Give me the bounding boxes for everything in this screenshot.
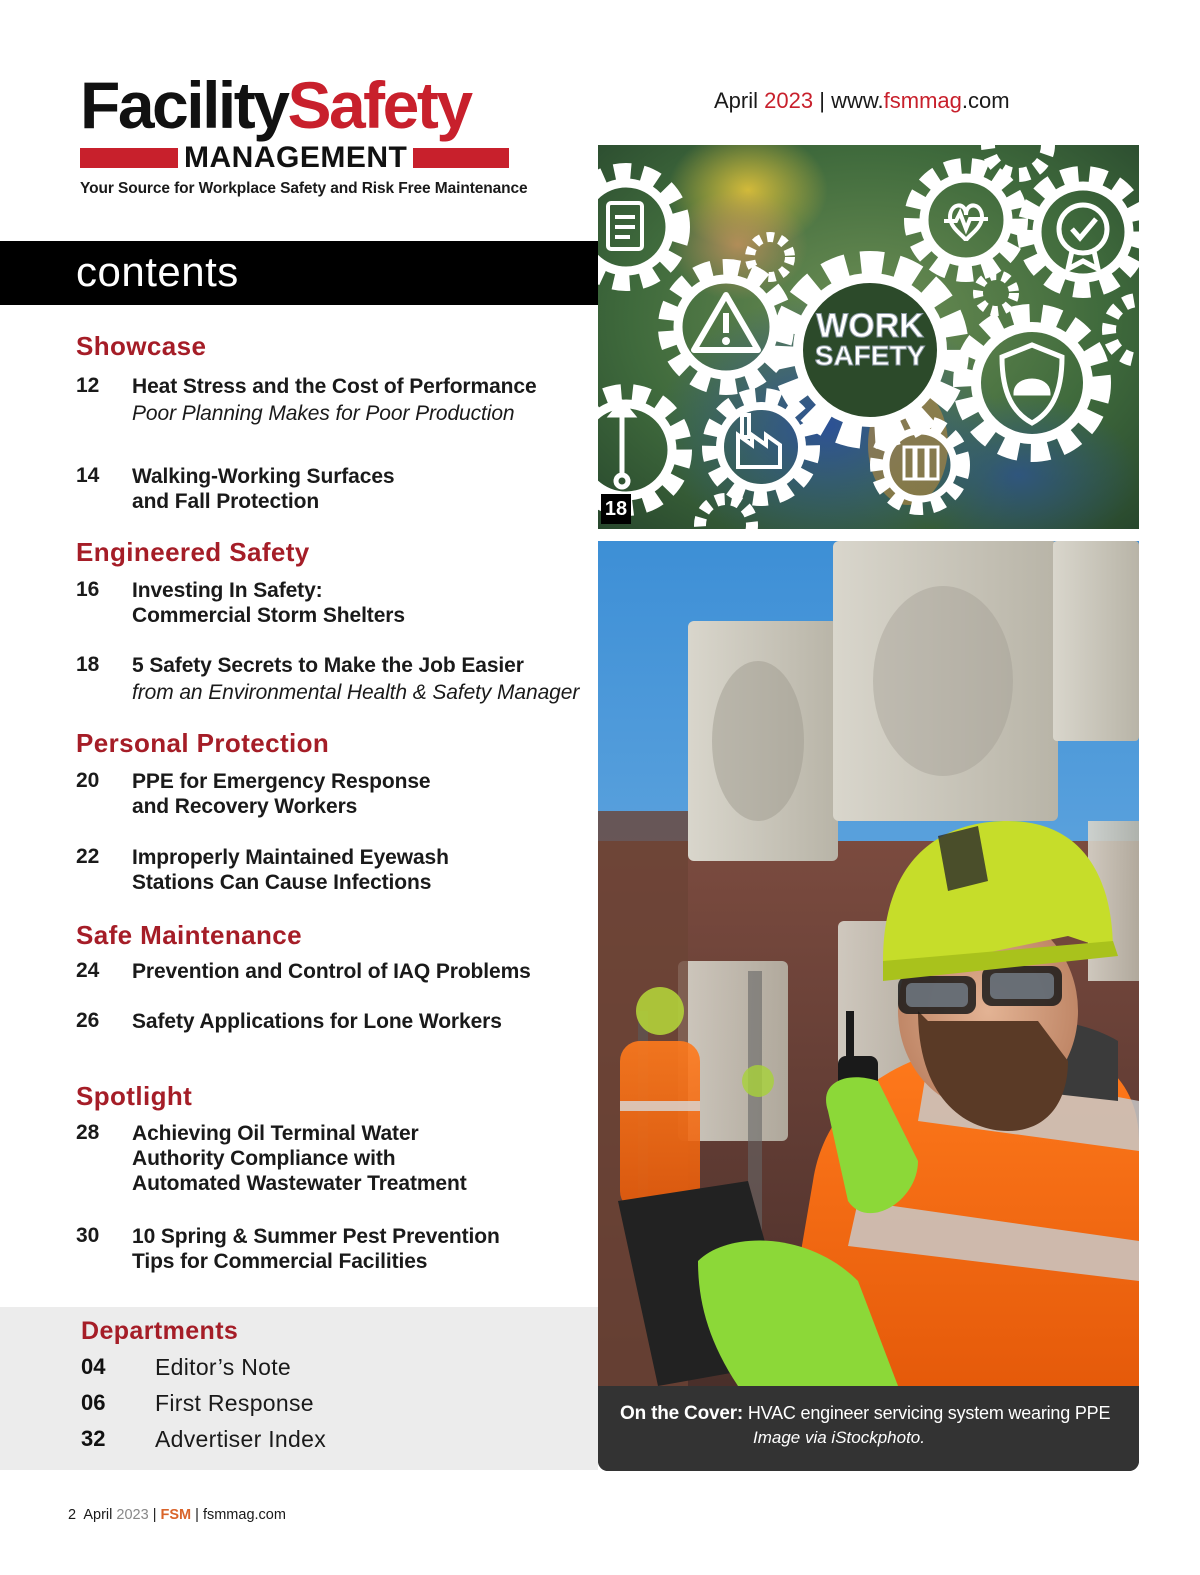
logo-management-row — [80, 141, 580, 174]
toc-entry-26[interactable] — [76, 1009, 596, 1037]
contents-banner — [0, 241, 598, 305]
department-label: Advertiser Index — [155, 1426, 326, 1452]
issue-date-line — [714, 88, 1010, 114]
toc-title: Safety Applications for Lone Workers — [132, 1010, 502, 1033]
cover-caption — [598, 1386, 1139, 1471]
toc-page-number: 16 — [76, 578, 100, 601]
section-heading-engineered-safety: Engineered Safety — [76, 537, 310, 567]
department-page-number: 06 — [81, 1390, 106, 1415]
footer-year: 2023 — [116, 1507, 149, 1523]
footer-month: April — [83, 1507, 113, 1523]
caption-text: HVAC engineer servicing system wearing PPE — [747, 1403, 1111, 1423]
caption-label: On the Cover: — [620, 1403, 744, 1424]
toc-page-number: 12 — [76, 374, 100, 397]
section-heading-spotlight: Spotlight — [76, 1081, 193, 1111]
section-heading-personal-protection: Personal Protection — [76, 728, 330, 758]
toc-page-number: 28 — [76, 1121, 100, 1144]
footer-separator: | — [195, 1507, 199, 1523]
department-page-number: 32 — [81, 1426, 106, 1451]
logo-wordmark — [80, 68, 580, 142]
toc-title: PPE for Emergency Response and Recovery Workers — [132, 770, 431, 818]
toc-title: Heat Stress and the Cost of Performance — [132, 375, 537, 398]
caption-line — [620, 1403, 1110, 1425]
toc-page-number: 14 — [76, 464, 100, 487]
masthead-logo — [80, 68, 580, 198]
toc-page-number: 20 — [76, 769, 100, 792]
issue-month: April — [714, 88, 759, 113]
contents-label: contents — [76, 248, 239, 295]
toc-title: Investing In Safety: Commercial Storm Shelters — [132, 579, 405, 627]
toc-entry-16[interactable] — [76, 578, 596, 630]
toc-entry-12[interactable] — [76, 374, 596, 430]
logo-tagline: Your Source for Workplace Safety and Risk Free Maintenance — [80, 180, 528, 197]
logo-word-safety: Safety — [287, 68, 471, 142]
toc-page-number: 26 — [76, 1009, 100, 1032]
logo-word-facility: Facility — [80, 68, 288, 142]
caption-credit: Image via iStockphoto. — [753, 1428, 925, 1447]
toc-entry-24[interactable] — [76, 959, 596, 987]
toc-title: Walking-Working Surfaces and Fall Protection — [132, 465, 395, 513]
page-footer — [68, 1507, 286, 1523]
department-label: Editor’s Note — [155, 1354, 292, 1380]
toc-entry-30[interactable] — [76, 1224, 596, 1276]
issue-separator: | — [819, 88, 825, 113]
url-domain: fsmmag — [883, 88, 962, 113]
section-heading-safe-maintenance: Safe Maintenance — [76, 920, 303, 950]
toc-page-number: 18 — [76, 653, 100, 676]
image-page-badge: 18 — [601, 494, 631, 524]
departments-panel — [0, 1307, 598, 1470]
footer-brand: FSM — [160, 1507, 192, 1523]
toc-page-number: 30 — [76, 1224, 100, 1247]
toc-title: Prevention and Control of IAQ Problems — [132, 960, 531, 983]
issue-year: 2023 — [764, 88, 814, 113]
department-page-number: 04 — [81, 1354, 106, 1379]
toc-entry-18[interactable] — [76, 653, 596, 709]
toc-subtitle: from an Environmental Health & Safety Manager — [132, 681, 580, 704]
section-heading-showcase: Showcase — [76, 331, 207, 361]
work-safety-gear-image[interactable] — [598, 145, 1139, 529]
cover-photo[interactable] — [598, 541, 1139, 1471]
toc-entry-28[interactable] — [76, 1121, 596, 1199]
gear-text-work: WORK — [816, 307, 924, 345]
logo-red-bar-left — [80, 148, 178, 168]
toc-subtitle: Poor Planning Makes for Poor Production — [132, 402, 515, 425]
toc-title: 5 Safety Secrets to Make the Job Easier — [132, 654, 524, 677]
toc-title: 10 Spring & Summer Pest Prevention Tips for Commercial Facilities — [132, 1225, 500, 1273]
gear-text-safety: SAFETY — [814, 340, 926, 371]
toc-entry-20[interactable] — [76, 769, 596, 821]
footer-page-number: 2 — [68, 1507, 77, 1523]
department-label: First Response — [155, 1390, 314, 1416]
toc-title: Improperly Maintained Eyewash Stations Can Cause Infections — [132, 846, 449, 894]
url-suffix: .com — [961, 88, 1010, 113]
logo-word-management: MANAGEMENT — [184, 141, 408, 174]
toc-entry-14[interactable] — [76, 464, 596, 516]
footer-separator: | — [152, 1507, 157, 1523]
url-prefix: www. — [831, 88, 884, 113]
issue-website-link[interactable] — [831, 88, 1010, 113]
logo-red-bar-right — [413, 148, 509, 168]
toc-page-number: 24 — [76, 959, 100, 982]
toc-entry-22[interactable] — [76, 845, 596, 897]
departments-heading: Departments — [81, 1317, 239, 1345]
toc-page-number: 22 — [76, 845, 100, 868]
footer-site: fsmmag.com — [202, 1507, 286, 1523]
toc-title: Achieving Oil Terminal Water Authority Compliance with Automated Wastewater Treatment — [132, 1122, 467, 1195]
